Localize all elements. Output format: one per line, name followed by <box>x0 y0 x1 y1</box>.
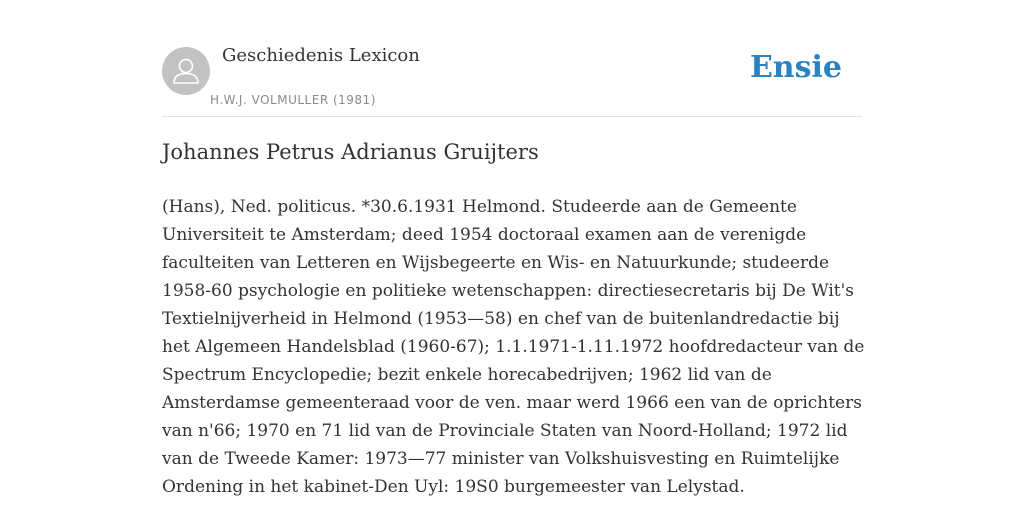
article-title: Johannes Petrus Adrianus Gruijters <box>162 140 539 164</box>
brand-logo[interactable]: Ensie <box>749 50 842 85</box>
body-line: Amsterdamse gemeenteraad voor de ven. maar werd 1966 een van de oprichters <box>162 393 862 413</box>
user-avatar-icon[interactable] <box>162 47 210 95</box>
article-body <box>162 193 865 501</box>
body-line: (Hans), Ned. politicus. *30.6.1931 Helmond. Studeerde aan de Gemeente <box>162 197 797 217</box>
body-line: Spectrum Encyclopedie; bezit enkele horecabedrijven; 1962 lid van de <box>162 365 772 385</box>
body-line: van n'66; 1970 en 71 lid van de Provinciale Staten van Noord-Holland; 1972 lid <box>162 421 848 441</box>
body-line: Textielnijverheid in Helmond (1953—58) en chef van de buitenlandredactie bij <box>162 309 840 329</box>
body-line: Ordening in het kabinet-Den Uyl: 19S0 burgemeester van Lelystad. <box>162 477 745 497</box>
body-line: van de Tweede Kamer: 1973—77 minister van Volkshuisvesting en Ruimtelijke <box>162 449 840 469</box>
body-line: het Algemeen Handelsblad (1960-67); 1.1.1971-1.11.1972 hoofdredacteur van de <box>162 337 865 357</box>
source-title[interactable]: Geschiedenis Lexicon <box>222 45 420 66</box>
body-line: faculteiten van Letteren en Wijsbegeerte en Wis- en Natuurkunde; studeerde <box>162 253 830 273</box>
body-line: Universiteit te Amsterdam; deed 1954 doctoraal examen aan de verenigde <box>162 225 807 245</box>
body-line: 1958-60 psychologie en politieke wetenschappen: directiesecretaris bij De Wit's <box>162 281 855 301</box>
header <box>162 0 862 117</box>
author-credit[interactable]: H.W.J. VOLMULLER (1981) <box>210 93 376 107</box>
